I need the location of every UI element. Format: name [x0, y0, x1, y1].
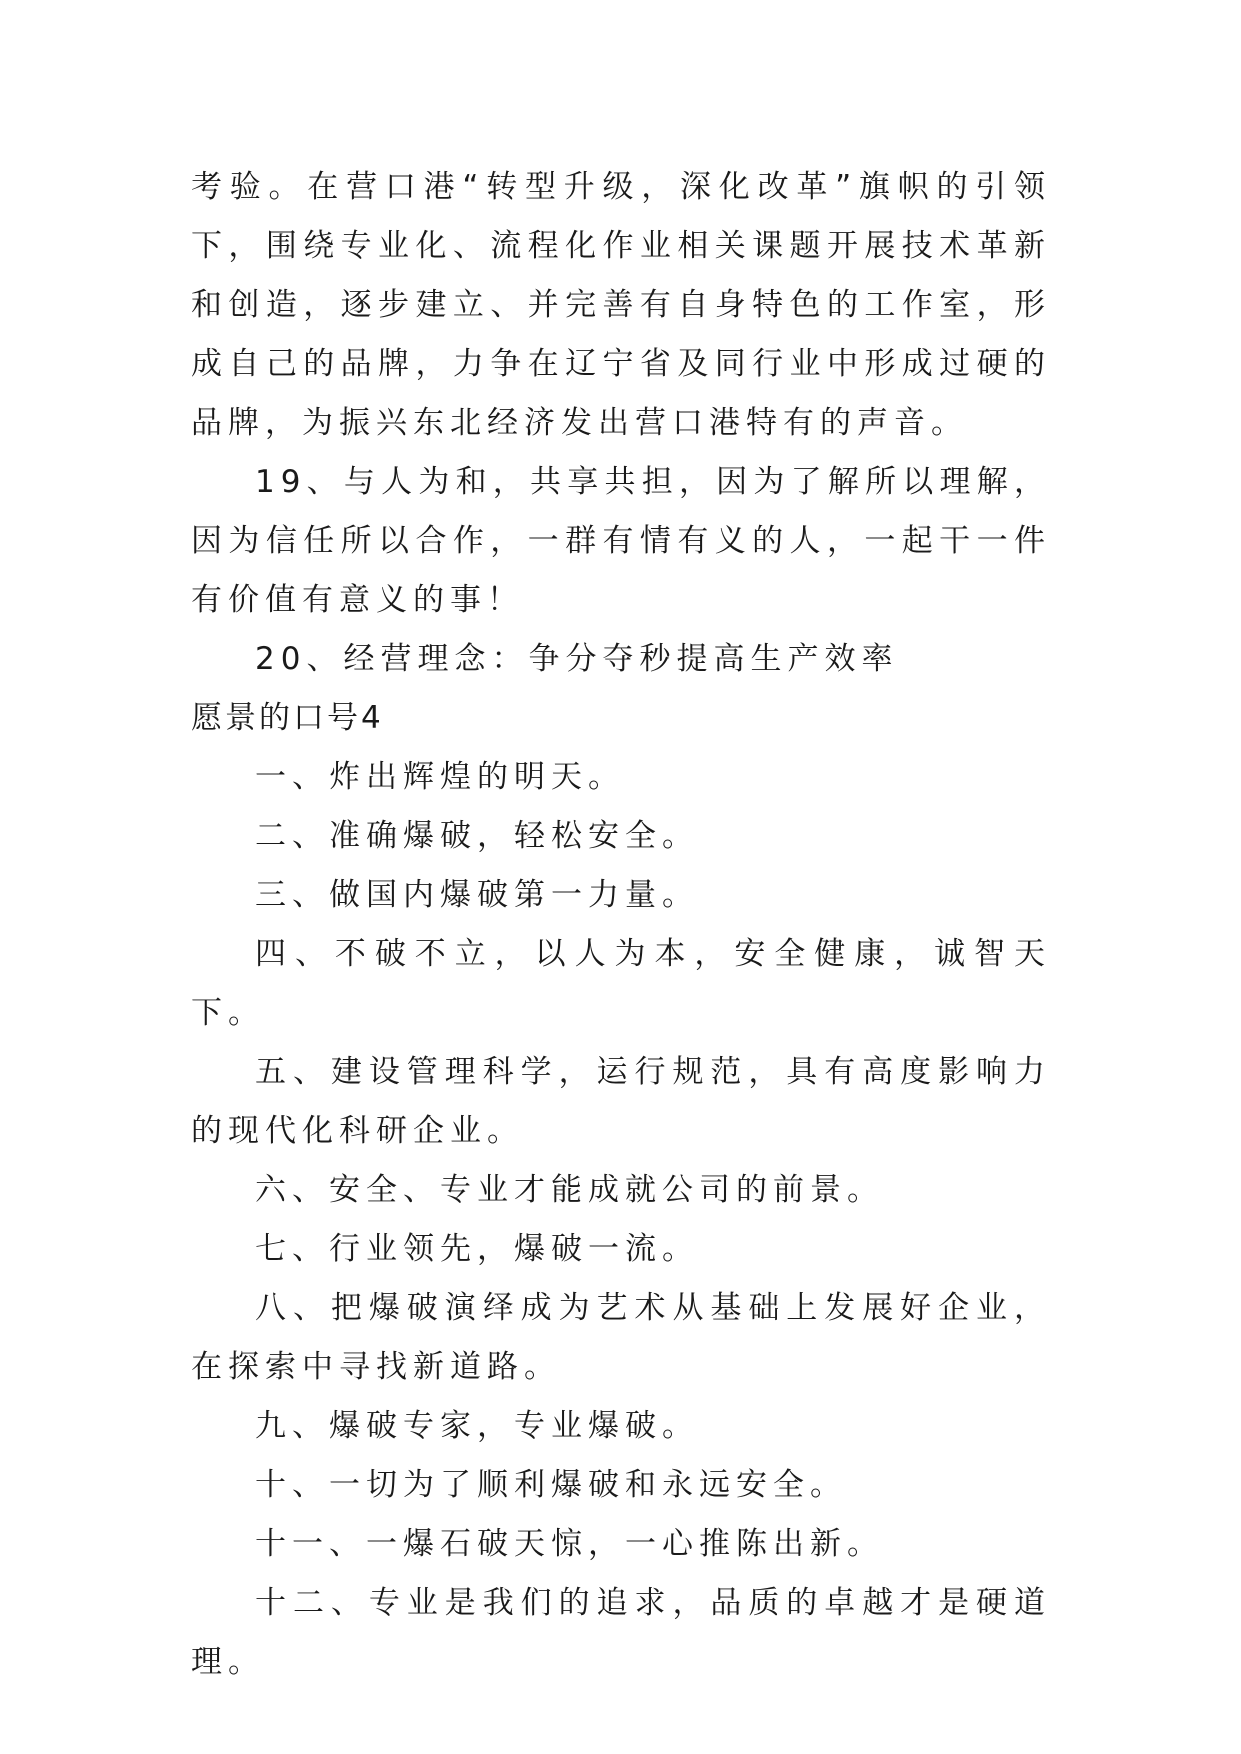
slogan-item-10: 十、一切为了顺利爆破和永远安全。	[255, 1467, 847, 1503]
paragraph-item-20: 20、经营理念：争分夺秒提高生产效率	[255, 641, 899, 677]
slogan-item-8: 八、把爆破演绎成为艺术从基础上发展好企业，在探索中寻找新道路。	[191, 1290, 1051, 1385]
slogan-item-3: 三、做国内爆破第一力量。	[255, 877, 699, 913]
slogan-item-2: 二、准确爆破，轻松安全。	[255, 818, 699, 854]
slogan-item-1: 一、炸出辉煌的明天。	[255, 759, 625, 795]
slogan-item-9: 九、爆破专家，专业爆破。	[255, 1408, 699, 1444]
document-body	[191, 158, 1051, 1692]
paragraph-continuation: 考验。在营口港“转型升级，深化改革”旗帜的引领下，围绕专业化、流程化作业相关课题开展技术革新和创造，逐步建立、并完善有自身特色的工作室，形成自己的品牌，力争在辽宁省及同行业中形成过硬的品牌，为振兴东北经济发出营口港特有的声音。	[191, 169, 1051, 441]
slogan-item-6: 六、安全、专业才能成就公司的前景。	[255, 1172, 884, 1208]
paragraph-item-19: 19、与人为和，共享共担，因为了解所以理解，因为信任所以合作，一群有情有义的人，一起干一件有价值有意义的事！	[191, 464, 1051, 618]
slogan-item-11: 十一、一爆石破天惊，一心推陈出新。	[255, 1526, 884, 1562]
slogan-item-7: 七、行业领先，爆破一流。	[255, 1231, 699, 1267]
section-heading: 愿景的口号4	[191, 700, 384, 736]
slogan-item-12: 十二、专业是我们的追求，品质的卓越才是硬道理。	[191, 1585, 1051, 1680]
slogan-item-5: 五、建设管理科学，运行规范，具有高度影响力的现代化科研企业。	[191, 1054, 1051, 1149]
slogan-item-4: 四、不破不立，以人为本，安全健康，诚智天下。	[191, 936, 1051, 1031]
